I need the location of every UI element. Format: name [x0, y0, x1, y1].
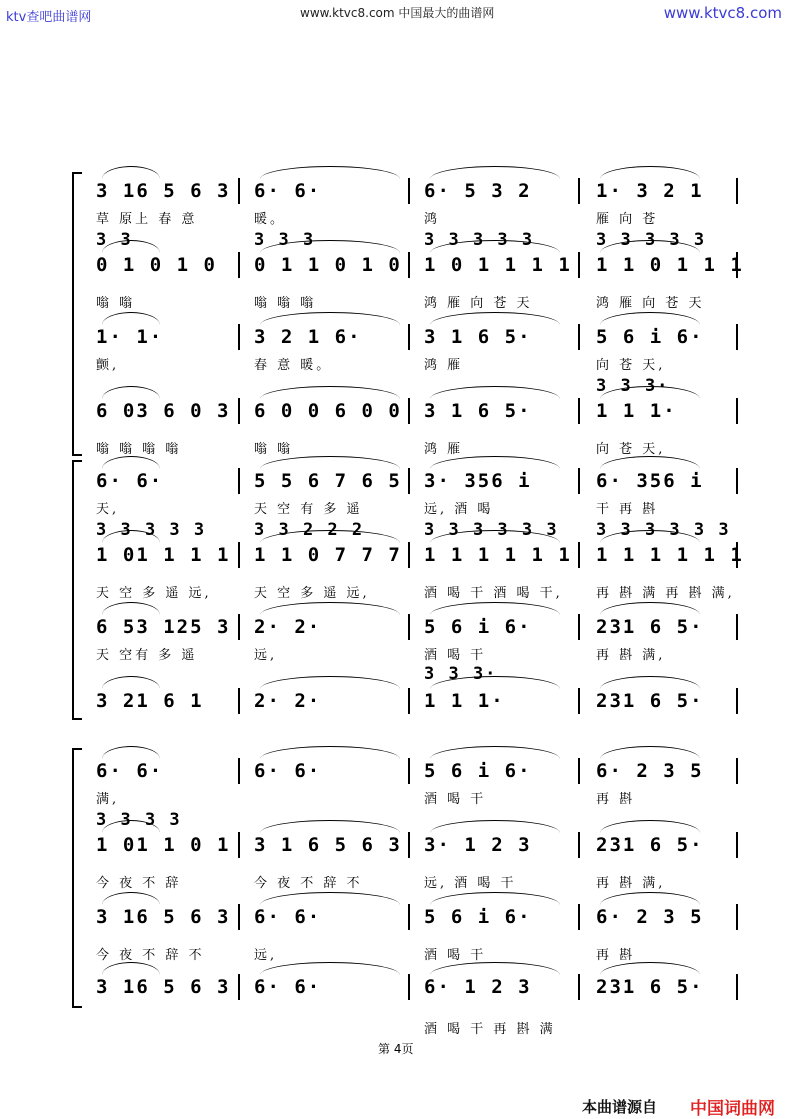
- notation-cell: 1 1 0 7 7 7: [254, 544, 402, 566]
- slur: [600, 456, 700, 469]
- slur: [260, 892, 400, 905]
- notation-cell: 1· 1·: [96, 326, 164, 348]
- slur: [430, 602, 560, 615]
- page-number: 第 4页: [378, 1042, 414, 1056]
- notation-cell: 3 3 3·: [596, 376, 670, 396]
- lyric-cell: 春 意 暖。: [254, 358, 333, 373]
- bar-line: [578, 468, 580, 494]
- slur: [102, 962, 160, 975]
- slur: [260, 820, 400, 833]
- bar-line: [578, 542, 580, 568]
- lyric-cell: 鸿 雁: [424, 358, 464, 373]
- bar-line: [578, 324, 580, 350]
- header-site-slogan: www.ktvc8.com 中国最大的曲谱网: [300, 6, 495, 20]
- notation-cell: 3 16 5 6 3: [96, 976, 231, 998]
- source-brand[interactable]: 中国词曲网: [690, 1099, 775, 1119]
- notation-cell: 6 03 6 0 3: [96, 400, 231, 422]
- lyric-cell: 天 空 有 多 遥: [254, 502, 363, 517]
- notation-cell: 6· 6·: [254, 180, 322, 202]
- lyric-cell: 再 斟 满,: [596, 876, 666, 891]
- lyric-cell: 再 斟: [596, 792, 636, 807]
- notation-cell: 5 6 i 6·: [424, 616, 532, 638]
- slur: [430, 386, 560, 399]
- header-site-name: ktv查吧曲谱网: [6, 10, 92, 25]
- bar-line: [736, 468, 738, 494]
- bar-line: [736, 904, 738, 930]
- system-brace: [72, 172, 82, 456]
- slur: [430, 820, 560, 833]
- bar-line: [408, 252, 410, 278]
- slur: [260, 602, 400, 615]
- slur: [102, 892, 160, 905]
- lyric-cell: 今 夜 不 辞 不: [254, 876, 363, 891]
- bar-line: [578, 688, 580, 714]
- slur: [600, 312, 700, 325]
- lyric-cell: 鸿 雁 向 苍 天: [424, 296, 533, 311]
- notation-cell: 1 1 0 1 1 1: [596, 254, 744, 276]
- notation-cell: 231 6 5·: [596, 834, 704, 856]
- lyric-cell: 酒 喝 干: [424, 648, 487, 663]
- notation-cell: 3 3 3: [254, 230, 316, 250]
- slur: [260, 676, 400, 689]
- notation-cell: 2· 2·: [254, 616, 322, 638]
- notation-cell: 3 3 3 3 3 3: [596, 520, 731, 540]
- notation-cell: 5 5 6 7 6 5: [254, 470, 402, 492]
- slur: [260, 312, 400, 325]
- bar-line: [578, 904, 580, 930]
- lyric-cell: 远, 酒 喝: [424, 502, 494, 517]
- notation-cell: 3 1 6 5 6 3: [254, 834, 402, 856]
- lyric-cell: 草 原上 春 意: [96, 212, 198, 227]
- slur: [102, 166, 160, 179]
- notation-cell: 3 3 3·: [424, 664, 498, 684]
- slur: [430, 312, 560, 325]
- lyric-cell: 再 斟: [596, 948, 636, 963]
- notation-cell: 6· 6·: [254, 906, 322, 928]
- lyric-cell: 暖。: [254, 212, 287, 227]
- notation-cell: 3 3 3 3 3: [596, 230, 707, 250]
- lyric-cell: 酒 喝 干 酒 喝 干,: [424, 586, 563, 601]
- lyric-cell: 鸿: [424, 212, 441, 227]
- notation-cell: 3· 1 2 3: [424, 834, 532, 856]
- header-site-url[interactable]: www.ktvc8.com: [663, 4, 782, 22]
- notation-cell: 3 3 2 2 2: [254, 520, 365, 540]
- notation-cell: 5 6 i 6·: [596, 326, 704, 348]
- notation-cell: 6· 2 3 5: [596, 760, 704, 782]
- bar-line: [238, 974, 240, 1000]
- bar-line: [736, 324, 738, 350]
- notation-cell: 5 6 i 6·: [424, 906, 532, 928]
- bar-line: [736, 614, 738, 640]
- notation-cell: 0 1 0 1 0: [96, 254, 217, 276]
- bar-line: [578, 614, 580, 640]
- notation-cell: 3 3 3 3 3 3: [424, 520, 559, 540]
- lyric-cell: 酒 喝 干: [424, 792, 487, 807]
- slur: [102, 456, 160, 469]
- bar-line: [578, 974, 580, 1000]
- slur: [430, 456, 560, 469]
- slur: [430, 166, 560, 179]
- notation-cell: 0 1 1 0 1 0: [254, 254, 402, 276]
- slur: [102, 676, 160, 689]
- notation-cell: 6· 6·: [254, 976, 322, 998]
- slur: [102, 312, 160, 325]
- lyric-cell: 嗡 嗡 嗡: [254, 296, 317, 311]
- notation-cell: 1 1 1·: [424, 690, 505, 712]
- bar-line: [238, 468, 240, 494]
- notation-cell: 1 1 1·: [596, 400, 677, 422]
- bar-line: [238, 398, 240, 424]
- bar-line: [578, 398, 580, 424]
- notation-cell: 3 2 1 6·: [254, 326, 362, 348]
- notation-cell: 6· 2 3 5: [596, 906, 704, 928]
- bar-line: [238, 688, 240, 714]
- lyric-cell: 天 空 多 遥 远,: [96, 586, 212, 601]
- lyric-cell: 酒 喝 干: [424, 948, 487, 963]
- bar-line: [578, 758, 580, 784]
- notation-cell: 6· 6·: [96, 470, 164, 492]
- bar-line: [408, 832, 410, 858]
- lyric-cell: 天 空有 多 遥: [96, 648, 198, 663]
- lyric-cell: 向 苍 天,: [596, 442, 666, 457]
- notation-cell: 1 0 1 1 1 1: [424, 254, 572, 276]
- notation-cell: 3 1 6 5·: [424, 400, 532, 422]
- notation-cell: 6· 5 3 2: [424, 180, 532, 202]
- bar-line: [238, 252, 240, 278]
- bar-line: [736, 178, 738, 204]
- bar-line: [408, 974, 410, 1000]
- bar-line: [736, 758, 738, 784]
- bar-line: [408, 614, 410, 640]
- slur: [600, 962, 700, 975]
- bar-line: [408, 542, 410, 568]
- slur: [430, 892, 560, 905]
- notation-cell: 1· 3 2 1: [596, 180, 704, 202]
- lyric-cell: 嗡 嗡 嗡 嗡: [96, 442, 182, 457]
- lyric-cell: 再 斟 满 再 斟 满,: [596, 586, 735, 601]
- notation-cell: 6· 6·: [96, 760, 164, 782]
- notation-cell: 3 3: [96, 230, 133, 250]
- lyric-cell: 嗡 嗡: [254, 442, 294, 457]
- bar-line: [408, 468, 410, 494]
- notation-cell: 3 16 5 6 3: [96, 906, 231, 928]
- bar-line: [238, 324, 240, 350]
- slur: [600, 820, 700, 833]
- lyric-cell: 天 空 多 遥 远,: [254, 586, 370, 601]
- notation-cell: 3 16 5 6 3: [96, 180, 231, 202]
- notation-cell: 3 3 3 3 3: [96, 520, 207, 540]
- notation-cell: 1 01 1 1 1: [96, 544, 231, 566]
- bar-line: [578, 252, 580, 278]
- bar-line: [238, 614, 240, 640]
- notation-cell: 6· 356 i: [596, 470, 704, 492]
- bar-line: [238, 758, 240, 784]
- notation-cell: 5 6 i 6·: [424, 760, 532, 782]
- bar-line: [578, 178, 580, 204]
- bar-line: [238, 832, 240, 858]
- slur: [102, 386, 160, 399]
- bar-line: [408, 398, 410, 424]
- notation-cell: 1 01 1 0 1: [96, 834, 231, 856]
- bar-line: [736, 398, 738, 424]
- bar-line: [238, 178, 240, 204]
- bar-line: [736, 832, 738, 858]
- bar-line: [408, 688, 410, 714]
- bar-line: [408, 324, 410, 350]
- bar-line: [736, 688, 738, 714]
- slur: [600, 676, 700, 689]
- slur: [430, 962, 560, 975]
- slur: [430, 746, 560, 759]
- notation-cell: 3 3 3 3 3: [424, 230, 535, 250]
- lyric-cell: 今 夜 不 辞 不: [96, 948, 205, 963]
- lyric-cell: 天,: [96, 502, 120, 517]
- bar-line: [408, 758, 410, 784]
- lyric-cell: 满,: [96, 792, 120, 807]
- slur: [600, 746, 700, 759]
- notation-cell: 231 6 5·: [596, 616, 704, 638]
- bar-line: [408, 904, 410, 930]
- system-brace: [72, 460, 82, 720]
- slur: [102, 746, 160, 759]
- slur: [260, 746, 400, 759]
- notation-cell: 2· 2·: [254, 690, 322, 712]
- notation-cell: 3 21 6 1: [96, 690, 204, 712]
- bar-line: [408, 178, 410, 204]
- notation-cell: 6 0 0 6 0 0: [254, 400, 402, 422]
- lyric-cell: 雁 向 苍: [596, 212, 659, 227]
- slur: [102, 602, 160, 615]
- notation-cell: 6· 1 2 3: [424, 976, 532, 998]
- notation-cell: 6 53 125 3: [96, 616, 231, 638]
- bar-line: [736, 974, 738, 1000]
- system-brace: [72, 748, 82, 1008]
- slur: [600, 892, 700, 905]
- lyric-cell: 嗡 嗡: [96, 296, 136, 311]
- lyric-cell: 颤,: [96, 358, 120, 373]
- notation-cell: 3 1 6 5·: [424, 326, 532, 348]
- notation-cell: 3· 356 i: [424, 470, 532, 492]
- lyric-cell: 远, 酒 喝 干: [424, 876, 517, 891]
- slur: [260, 166, 400, 179]
- slur: [260, 386, 400, 399]
- notation-cell: 1 1 1 1 1 1: [424, 544, 572, 566]
- lyric-cell: 今 夜 不 辞: [96, 876, 182, 891]
- notation-cell: 3 3 3 3: [96, 810, 182, 830]
- source-label: 本曲谱源自: [582, 1098, 658, 1116]
- notation-cell: 231 6 5·: [596, 976, 704, 998]
- notation-cell: 6· 6·: [254, 760, 322, 782]
- slur: [260, 456, 400, 469]
- notation-cell: 1 1 1 1 1 1: [596, 544, 744, 566]
- lyric-cell: 再 斟 满,: [596, 648, 666, 663]
- lyric-cell: 向 苍 天,: [596, 358, 666, 373]
- bar-line: [238, 904, 240, 930]
- slur: [600, 166, 700, 179]
- lyric-cell: 鸿 雁: [424, 442, 464, 457]
- lyric-cell: 干 再 斟: [596, 502, 659, 517]
- lyric-cell: 远,: [254, 948, 278, 963]
- lyric-cell: 酒 喝 干 再 斟 满: [424, 1022, 556, 1037]
- slur: [260, 962, 400, 975]
- lyric-cell: 远,: [254, 648, 278, 663]
- notation-cell: 231 6 5·: [596, 690, 704, 712]
- bar-line: [578, 832, 580, 858]
- bar-line: [238, 542, 240, 568]
- slur: [600, 602, 700, 615]
- lyric-cell: 鸿 雁 向 苍 天: [596, 296, 705, 311]
